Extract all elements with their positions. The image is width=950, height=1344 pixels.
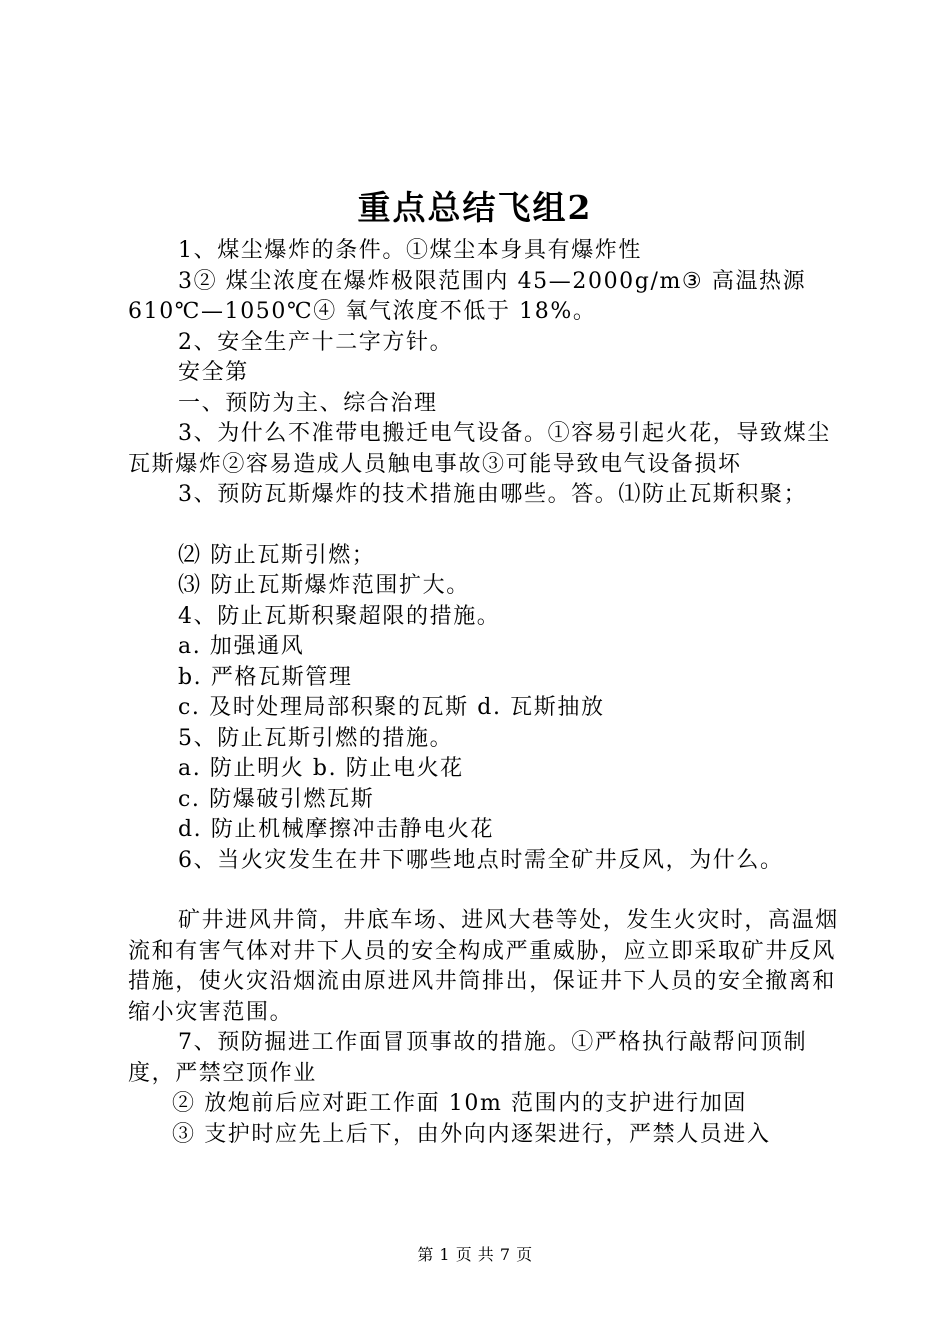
paragraph-6: 3、为什么不准带电搬迁电气设备。①容易引起火花，导致煤尘瓦斯爆炸②容易造成人员触电事故③可能导致电气设备损坏 — [128, 421, 831, 477]
paragraph-3: 2、安全生产十二字方针。 — [178, 329, 454, 355]
paragraph-16: c. 防爆破引燃瓦斯 — [178, 786, 375, 812]
paragraph-12: b. 严格瓦斯管理 — [178, 664, 353, 690]
paragraph-22: ③ 支护时应先上后下，由外向内逐架进行，严禁人员进入 — [172, 1121, 771, 1147]
paragraph-10: 4、防止瓦斯积聚超限的措施。 — [178, 603, 501, 629]
paragraph-21: ② 放炮前后应对距工作面 10m 范围内的支护进行加固 — [172, 1091, 748, 1116]
paragraph-14: 5、防止瓦斯引燃的措施。 — [178, 725, 454, 751]
paragraph-8: ⑵ 防止瓦斯引燃； — [178, 542, 376, 568]
paragraph-9: ⑶ 防止瓦斯爆炸范围扩大。 — [178, 573, 470, 598]
paragraph-18: 6、当火灾发生在井下哪些地点时需全矿井反风，为什么。 — [178, 847, 784, 873]
paragraph-2: 3② 煤尘浓度在爆炸极限范围内 45—2000g/m③ 高温热源610℃—1050℃④ 氧气浓度不低于 18%。 — [128, 268, 807, 324]
paragraph-4: 安全第 — [178, 360, 249, 385]
page-footer: 第 1 页 共 7 页 — [417, 1245, 533, 1264]
paragraph-17: d. 防止机械摩擦冲击静电火花 — [178, 817, 495, 842]
document-body — [128, 236, 848, 1150]
paragraph-20: 7、预防掘进工作面冒顶事故的措施。①严格执行敲帮问顶制度，严禁空顶作业 — [128, 1030, 808, 1086]
paragraph-1: 1、煤尘爆炸的条件。①煤尘本身具有爆炸性 — [178, 238, 642, 263]
page-title: 重点总结飞组2 — [357, 188, 593, 227]
paragraph-5: 一、预防为主、综合治理 — [178, 390, 438, 416]
paragraph-19: 矿井进风井筒，井底车场、进风大巷等处，发生火灾时，高温烟流和有害气体对井下人员的安全构成严重威胁，应立即采取矿井反风措施，使火灾沿烟流由原进风井筒排出，保证井下人员的安全撤离和缩小灾害范围。 — [128, 908, 839, 1025]
paragraph-15: a. 防止明火 b. 防止电火花 — [178, 756, 464, 781]
paragraph-11: a. 加强通风 — [178, 634, 305, 659]
paragraph-13: c. 及时处理局部积聚的瓦斯 d. 瓦斯抽放 — [178, 695, 605, 720]
paragraph-7: 3、预防瓦斯爆炸的技术措施由哪些。答。⑴防止瓦斯积聚； — [178, 482, 808, 507]
